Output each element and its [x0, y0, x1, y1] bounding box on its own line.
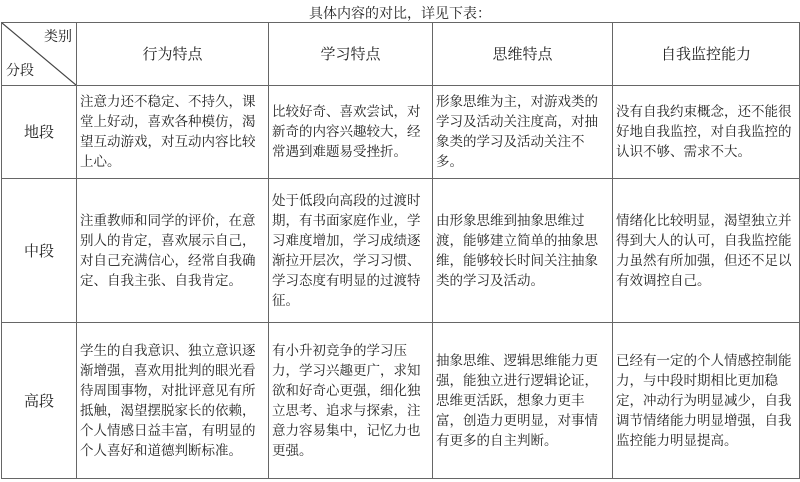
table-cell: 抽象思维、逻辑思维能力更强，能独立进行逻辑论证，思维更活跃，想象力更丰富，创造力更明显，对事情有更多的自主判断。: [433, 323, 613, 479]
table-cell: 注重教师和同学的评价，在意别人的肯定，喜欢展示自己，对自己充满信心，经常自我确定、自我主张、自我肯定。: [77, 179, 269, 323]
table-cell: 有小升初竞争的学习压力，学习兴趣更广，求知欲和好奇心更强，细化独立思考、追求与探索，注意力容易集中，记忆力也更强。: [269, 323, 433, 479]
table-cell: 学生的自我意识、独立意识逐渐增强，喜欢用批判的眼光看待周围事物，对批评意见有所抵触，渴望摆脱家长的依赖，个人情感日益丰富，有明显的个人喜好和道德判断标准。: [77, 323, 269, 479]
table-cell: 比较好奇、喜欢尝试，对新奇的内容兴趣较大，经常遇到难题易受挫折。: [269, 86, 433, 179]
header-cell: 思维特点: [433, 23, 613, 86]
table-cell: 由形象思维到抽象思维过渡，能够建立简单的抽象思维，能够较长时间关注抽象类的学习及活动。: [433, 179, 613, 323]
table-row: [2, 86, 800, 179]
comparison-table: [1, 22, 800, 479]
intro-text: 具体内容的对比，详见下表：: [309, 6, 491, 22]
table-cell: 处于低段向高段的过渡时期，有书面家庭作业，学习难度增加，学习成绩逐渐拉开层次，学习习惯、学习态度有明显的过渡特征。: [269, 179, 433, 323]
table-cell: 情绪化比较明显，渴望独立并得到大人的认可，自我监控能力虽然有所加强，但还不足以有效调控自己。: [613, 179, 800, 323]
segment-cell: 中段: [2, 179, 77, 323]
table-cell: 形象思维为主，对游戏类的学习及活动关注度高，对抽象类的学习及活动关注不多。: [433, 86, 613, 179]
segment-cell: 地段: [2, 86, 77, 179]
table-cell: 注意力还不稳定、不持久，课堂上好动，喜欢各种模仿，渴望互动游戏，对互动内容比较上心。: [77, 86, 269, 179]
header-cell: 学习特点: [269, 23, 433, 86]
corner-segment-label: 分段: [6, 63, 34, 79]
header-row: [2, 23, 800, 86]
corner-cell: [2, 23, 77, 86]
header-cell: 自我监控能力: [613, 23, 800, 86]
table-row: [2, 323, 800, 479]
segment-cell: 高段: [2, 323, 77, 479]
table-cell: 没有自我约束概念，还不能很好地自我监控，对自我监控的认识不够、需求不大。: [613, 86, 800, 179]
corner-category-label: 类别: [44, 29, 72, 45]
table-cell: 已经有一定的个人情感控制能力，与中段时期相比更加稳定，冲动行为明显减少，自我调节情绪能力明显增强，自我监控能力明显提高。: [613, 323, 800, 479]
table-row: [2, 179, 800, 323]
header-cell: 行为特点: [77, 23, 269, 86]
